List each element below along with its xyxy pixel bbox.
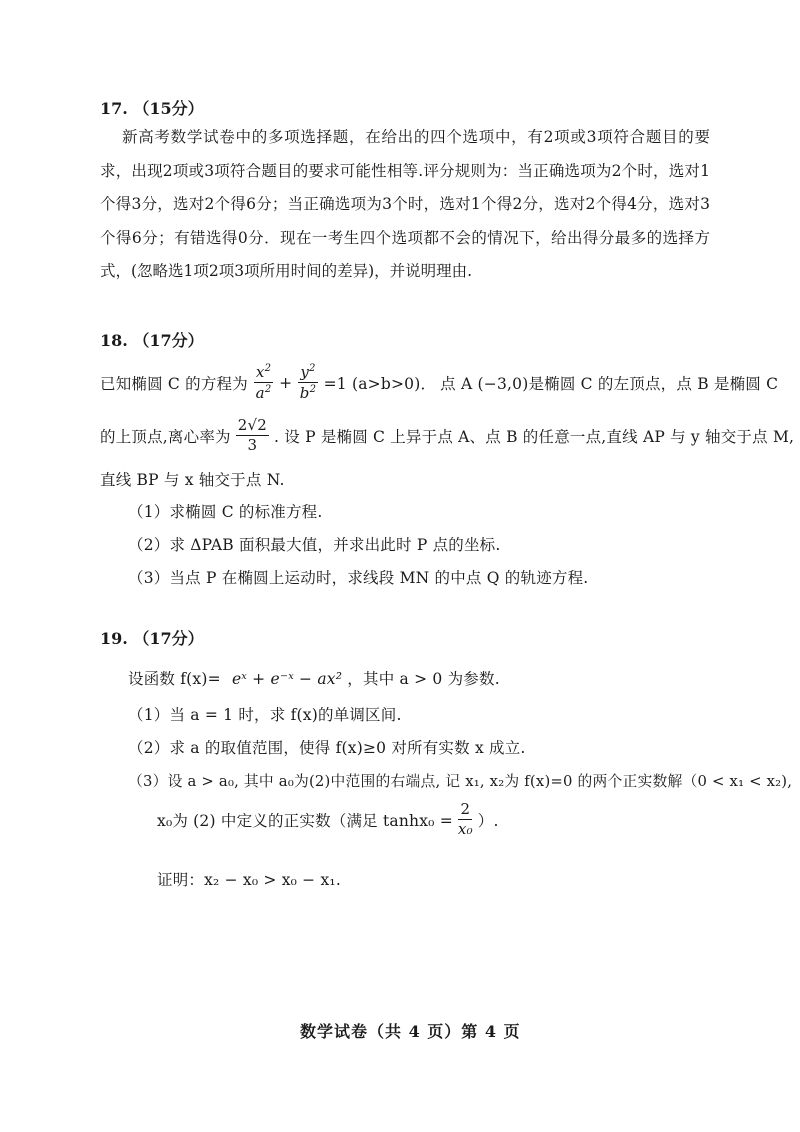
q19-part3-line2 xyxy=(157,802,499,837)
q19-intro-post: ，其中 a > 0 为参数. xyxy=(347,670,500,688)
eccentricity-fraction xyxy=(236,418,269,453)
q18-line1-pre: 已知椭圆 C 的方程为 xyxy=(100,374,248,393)
ecc-denominator: 3 xyxy=(247,436,258,454)
q17-heading: 17. （15分） xyxy=(100,99,204,118)
frac-b: b xyxy=(299,384,310,402)
q18-line3: 直线 BP 与 x 轴交于点 N. xyxy=(100,471,285,489)
q18-line1 xyxy=(100,364,778,401)
frac-x-sq: 2 xyxy=(264,363,272,374)
q19-part1: （1）当 a = 1 时，求 f(x)的单调区间. xyxy=(128,706,402,724)
q19-part3-line1: （3）设 a > a₀, 其中 a₀为(2)中范围的右端点, 记 x₁, x₂为 f(x)=0 的两个正实数解（0 < x₁ < x₂), xyxy=(128,773,793,790)
q19-part2: （2）求 a 的取值范围，使得 f(x)≥0 对所有实数 x 成立. xyxy=(128,739,526,757)
frac-y: y xyxy=(300,363,310,381)
frac-x: x xyxy=(255,363,265,381)
q19-part3-line2-pre: x₀为 (2) 中定义的正实数（满足 tanhx₀ = xyxy=(157,811,453,830)
q18-line1-post: 点 A (−3,0)是椭圆 C 的左顶点，点 B 是椭圆 C xyxy=(440,374,779,393)
tanh-denominator: x₀ xyxy=(457,820,473,838)
ellipse-y-fraction xyxy=(298,364,317,401)
q19-proof: 证明：x₂ − x₀ > x₀ − x₁. xyxy=(157,871,341,889)
q19-part3-line2-post: ）. xyxy=(477,811,499,830)
page-footer: 数学试卷（共 4 页）第 4 页 xyxy=(300,1022,521,1041)
eq-plus: + xyxy=(279,373,293,392)
q18-part3: （3）当点 P 在椭圆上运动时，求线段 MN 的中点 Q 的轨迹方程. xyxy=(128,569,589,587)
q18-line2-post: . 设 P 是椭圆 C 上异于点 A、点 B 的任意一点,直线 AP 与 y 轴交于点 M, xyxy=(273,427,795,446)
eq-rhs: =1 (a>b>0)． xyxy=(323,374,437,393)
q19-heading: 19. （17分） xyxy=(100,629,204,648)
q18-part2: （2）求 ΔPAB 面积最大值，并求出此时 P 点的坐标. xyxy=(128,536,501,554)
tanh-fraction xyxy=(458,802,473,837)
frac-y-sq: 2 xyxy=(309,363,316,374)
q18-heading: 18. （17分） xyxy=(100,331,204,350)
q18-line2 xyxy=(100,418,794,453)
frac-a: a xyxy=(255,384,265,402)
q17-body: 新高考数学试卷中的多项选择题，在给出的四个选项中，有2项或3项符合题目的要求，出现2项或3项符合题目的要求可能性相等.评分规则为：当正确选项为2个时，选对1个得3分，选对2个得6分；当正确选项为3个时，选对1个得2分，选对2个得4分，选对3个得6分；有错选得0分．现在一考生四个选项都不会的情况下，给出得分最多的选择方式，(忽略选1项2项3项所用时间的差异)，并说明理由. xyxy=(100,128,710,280)
ecc-numerator: 2√2 xyxy=(237,416,267,434)
frac-b-sq: 2 xyxy=(309,384,317,395)
frac-a-sq: 2 xyxy=(264,384,272,395)
q19-function: eˣ + e⁻ˣ − ax² xyxy=(231,670,343,688)
q19-intro xyxy=(128,667,500,689)
q18-part1: （1）求椭圆 C 的标准方程. xyxy=(128,503,323,521)
q18-line2-pre: 的上顶点,离心率为 xyxy=(100,427,231,446)
q19-intro-pre: 设函数 f(x)= xyxy=(128,670,221,688)
tanh-numerator: 2 xyxy=(460,800,471,818)
ellipse-x-fraction xyxy=(254,364,273,401)
